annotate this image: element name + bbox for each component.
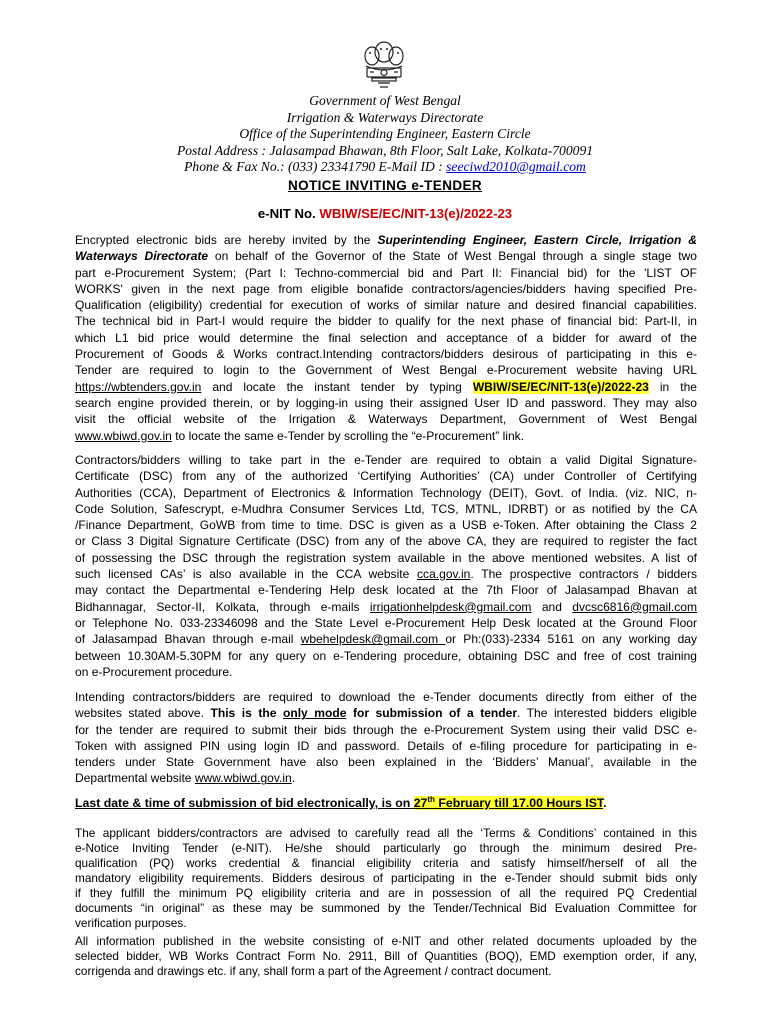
dvcsc-email-link[interactable]: dvcsc6816@gmail.com <box>572 599 697 614</box>
paragraph-dsc: Contractors/bidders willing to take part in the e-Tender are required to obtain a valid Digital Signature- Certificate (DSC) from any of the authorized ‘Certifying Authorities’ (CA) under Controller of Certifying Authorities (CCA), Department of Electronics & Information Technology (DEIT), Govt. of India. (viz. NIC, n- Code Solution, Safescrypt, e-Mudhra Consumer Services Ltd, TCS, MTNL, IDRBT) or as notified by the CA /Finance Department, GoWB from time to time. DSC is given as a USB e-Token. After obtaining the Class 2 or Class 3 Digital Signature Certificate (DSC) from any of the above CA, they are required to register the fact of possessing the DSC through the registration system available in the above mentioned websites. A list of such licensed CAs’ is also available in the CCA website cca.gov.in. The prospective contractors / bidders may contact the Departmental e-Tendering Help desk located at the 7th Floor of Jalasampad Bhavan at Bidhannagar, Sector-II, Kolkata, through e-mails irrigationhelpdesk@gmail.com and dvcsc6816@gmail.com or Telephone No. 033-23346098 and the State Level e-Procurement Help Desk located at the Ground Floor of Jalasampad Bhavan through e-mail wbehelpdesk@gmail.com or Ph:(033)-2334 5161 on any working day between 10.30AM-5.30PM for any query on e-Tendering procedure, obtaining DSC and free of cost training on e-Procurement procedure. <box>75 453 698 679</box>
nit-number-line <box>0 206 770 221</box>
only-mode-emphasis: only mode <box>282 706 347 721</box>
header-directorate: Irrigation & Waterways Directorate <box>286 109 484 125</box>
header-phone-fax: Phone & Fax No.: (033) 23341790 E-Mail ID : <box>184 159 447 174</box>
submission-deadline: Last date & time of submission of bid electronically, is on 27th February till 17.00 Hours IST. <box>75 795 607 811</box>
header-office: Office of the Superintending Engineer, Eastern Circle <box>239 126 531 141</box>
wbtenders-link[interactable]: https://wbtenders.gov.in <box>75 379 202 394</box>
header-contact <box>0 159 770 176</box>
paragraph-download: Intending contractors/bidders are required to download the e-Tender documents directly from either of the websites stated above. This is the only mode for submission of a tender. The interested bidders eligible for the tender are required to submit their bids through the e-Procurement System using their valid DSC e- Token with assigned PIN using login ID and password. Details of e-filing procedure for participating in e- tenders under State Government have also been explained in the ‘Bidders’ Manual’, available in the Departmental website www.wbiwd.gov.in. <box>75 690 697 786</box>
issuing-authority: Superintending Engineer, Eastern Circle, Irrigation & <box>377 233 698 247</box>
wbehelpdesk-email-link[interactable]: wbehelpdesk@gmail.com <box>300 632 446 647</box>
deadline-date: 27th February till 17.00 Hours IST <box>413 795 604 811</box>
header-email-link[interactable]: seeciwd2010@gmail.com <box>446 159 586 174</box>
header-postal-address: Postal Address : Jalasampad Bhawan, 8th Floor, Salt Lake, Kolkata-700091 <box>176 142 594 158</box>
header-government: Government of West Bengal <box>309 93 461 108</box>
wbiwd-link[interactable]: www.wbiwd.gov.in <box>75 428 172 443</box>
nit-label: e-NIT No. <box>257 206 320 221</box>
notice-title: NOTICE INVITING e-TENDER <box>287 178 483 193</box>
nit-number: WBIW/SE/EC/NIT-13(e)/2022-23 <box>319 206 513 221</box>
nit-number-highlight: WBIW/SE/EC/NIT-13(e)/2022-23 <box>472 379 649 394</box>
wbiwd-link-2[interactable]: www.wbiwd.gov.in <box>194 771 292 786</box>
irrigation-helpdesk-email-link[interactable]: irrigationhelpdesk@gmail.com <box>369 599 532 614</box>
paragraph-agreement: All information published in the website consisting of e-NIT and other related documents uploaded by the selected bidder, WB Works Contract Form No. 2911, Bill of Quantities (BOQ), EMD exemption order, if any, corrigenda and drawings etc. if any, shall form a part of the Agreement / contract document. <box>75 934 697 978</box>
paragraph-terms: The applicant bidders/contractors are advised to carefully read all the ‘Terms & Conditions’ contained in this e-Notice Inviting Tender (e-NIT). He/she should particularly go through the minimum desired Pre- qualification (PQ) works credential & financial eligibility criteria and satisfy himself/herself of all the mandatory eligibility requirements. Bidders desirous of participating in the e-Tender should submit bids only if they fulfill the minimum PQ eligibility criteria and are in possession of all the required PQ Credential documents “in original” as these may be summoned by the Tender/Technical Bid Evaluation Committee for verification purposes. <box>75 826 697 930</box>
cca-link[interactable]: cca.gov.in <box>417 567 471 582</box>
paragraph-invitation: Encrypted electronic bids are hereby invited by the Superintending Engineer, Eastern Circle, Irrigation & Waterways Directorate on behalf of the Governor of the State of West Bengal through a single stage two part e-Procurement System; (Part I: Techno-commercial bid and Part II: Financial bid) for the 'LIST OF WORKS' given in the next page from eligible bonafide contractors/agencies/bidders having specified Pre- Qualification (eligibility) credential for execution of works of similar nature and desired financial capabilities. The technical bid in Part-I would require the bidder to qualify for the next phase of financial bid: Part-II, in which L1 bid price would determine the final selection and acceptance of a bidder for award of the Procurement of Goods & Works contract.Intending contractors/bidders desirous of participating in this e- Tender are required to login to the Government of West Bengal e-Procurement website having URL https://wbtenders.gov.in and locate the instant tender by typing WBIW/SE/EC/NIT-13(e)/2022-23 in the search engine provided therein, or by logging-in using their assigned User ID and password. They may also visit the official website of the Irrigation & Waterways Department, Government of West Bengal www.wbiwd.gov.in to locate the same e-Tender by scrolling the “e-Procurement” link. <box>75 233 698 443</box>
state-emblem-icon <box>358 38 410 92</box>
